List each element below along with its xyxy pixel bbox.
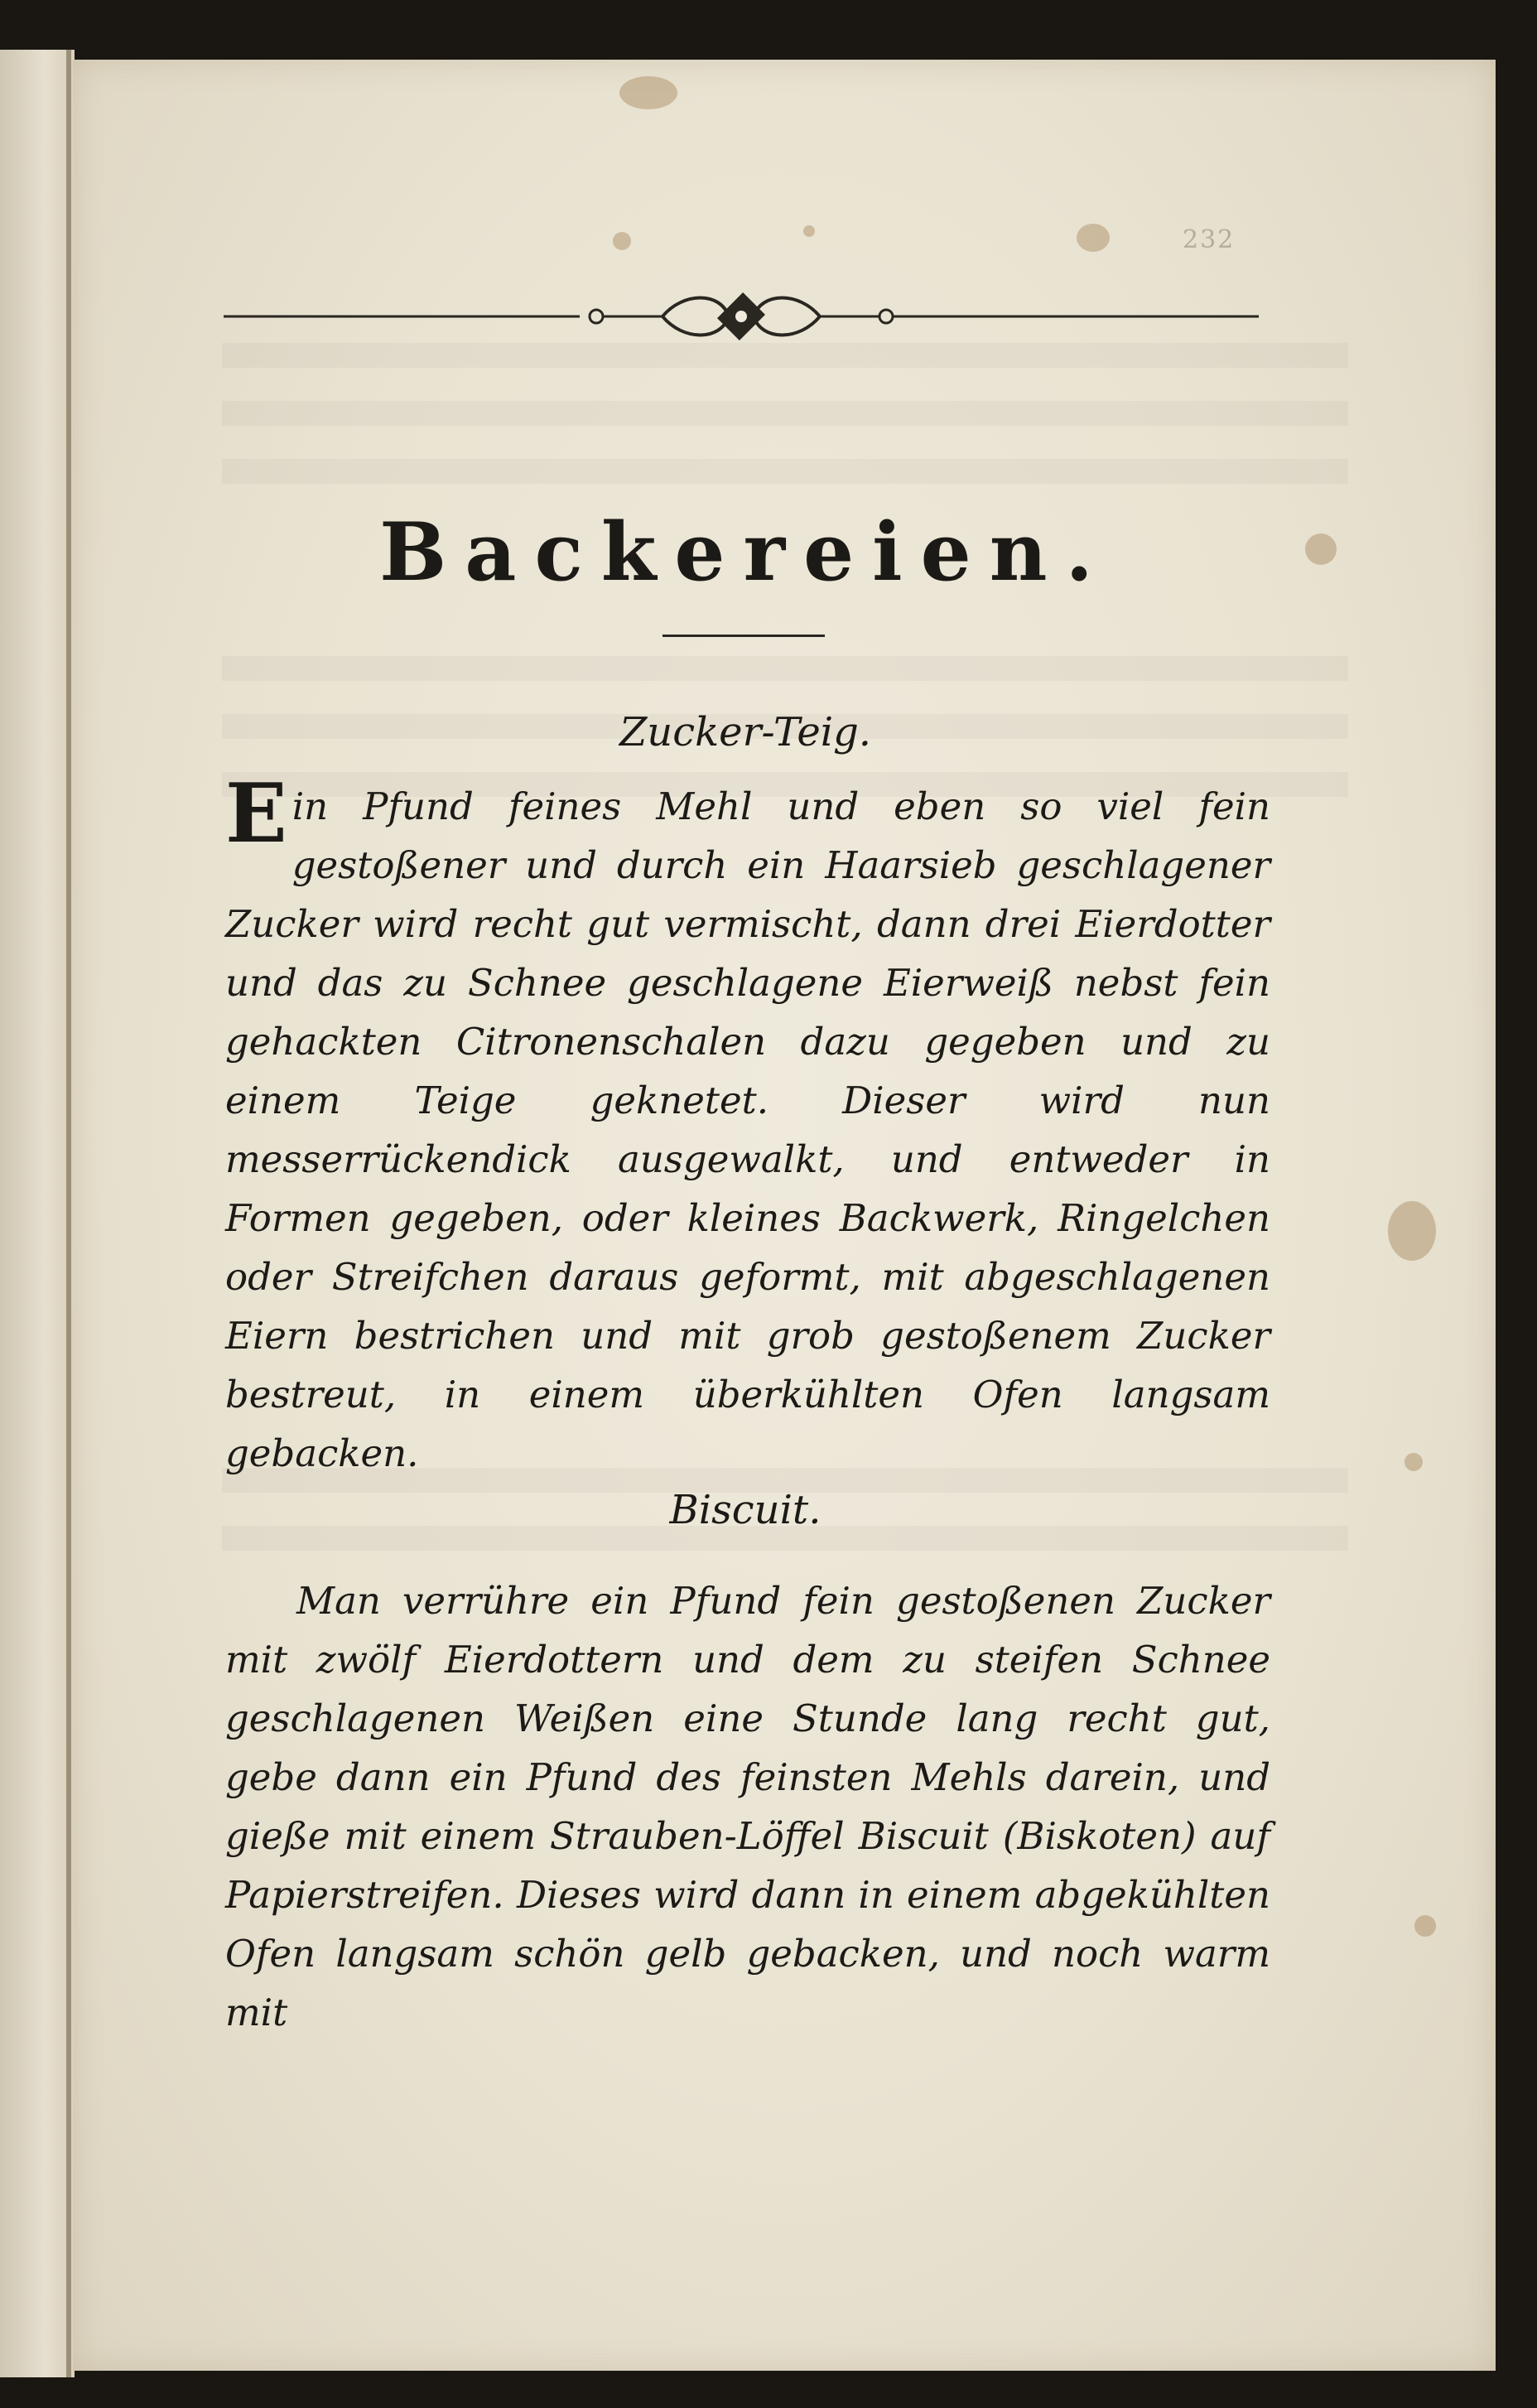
foxing-spot	[1404, 1453, 1423, 1471]
recipe-paragraph-zucker-teig	[225, 766, 1270, 1483]
drop-cap: E	[225, 766, 287, 861]
ornamental-divider	[224, 283, 1259, 350]
facing-page-edge	[0, 50, 75, 2377]
foxing-spot	[1414, 1915, 1436, 1937]
show-through-line	[222, 459, 1348, 484]
binding-gutter	[66, 50, 71, 2377]
recipe-paragraph-biscuit: Man verrühre ein Pfund fein gestoßenen Zucker mit zwölf Eierdottern und dem zu steifen Schnee geschlagenen Weißen eine Stunde lang recht gut, gebe dann ein Pfund des feinsten Mehls darein, und gieße mit einem Strauben-Löffel Biscuit (Biskoten) auf Papierstreifen. Dieses wird dann in einem abgekühlten Ofen langsam schön gelb gebacken, und noch warm mit	[225, 1579, 1270, 2034]
show-through-line	[222, 656, 1348, 681]
show-through-line	[222, 401, 1348, 426]
paragraph-text: in Pfund feines Mehl und eben so viel fein gestoßener und durch ein Haarsieb geschlagener Zucker wird recht gut vermischt, dann drei Eierdotter und das zu Schnee geschlagene Eierweiß nebst fein gehackten Citronenschalen dazu gegeben und zu einem Teige geknetet. Dieser wird nun messerrückendick ausgewalkt, und entweder in Formen gegeben, oder kleines Backwerk, Ringelchen oder Streifchen daraus geformt, mit abgeschlagenen Eiern bestrichen und mit grob gestoßenem Zucker bestreut, in einem überkühlten Ofen langsam gebacken.	[225, 784, 1270, 1475]
foxing-spot	[619, 76, 677, 109]
foxing-spot	[1305, 533, 1337, 565]
foxing-spot	[1077, 224, 1110, 252]
foxing-spot	[1388, 1201, 1436, 1261]
section-heading-zucker-teig: Zucker-Teig.	[619, 709, 872, 755]
chapter-title: Backereien.	[379, 505, 1111, 599]
title-underline	[662, 635, 825, 637]
foxing-spot	[803, 225, 815, 237]
foxing-spot	[613, 232, 631, 250]
section-heading-biscuit: Biscuit.	[669, 1487, 822, 1533]
page-number: 232	[1183, 225, 1236, 254]
